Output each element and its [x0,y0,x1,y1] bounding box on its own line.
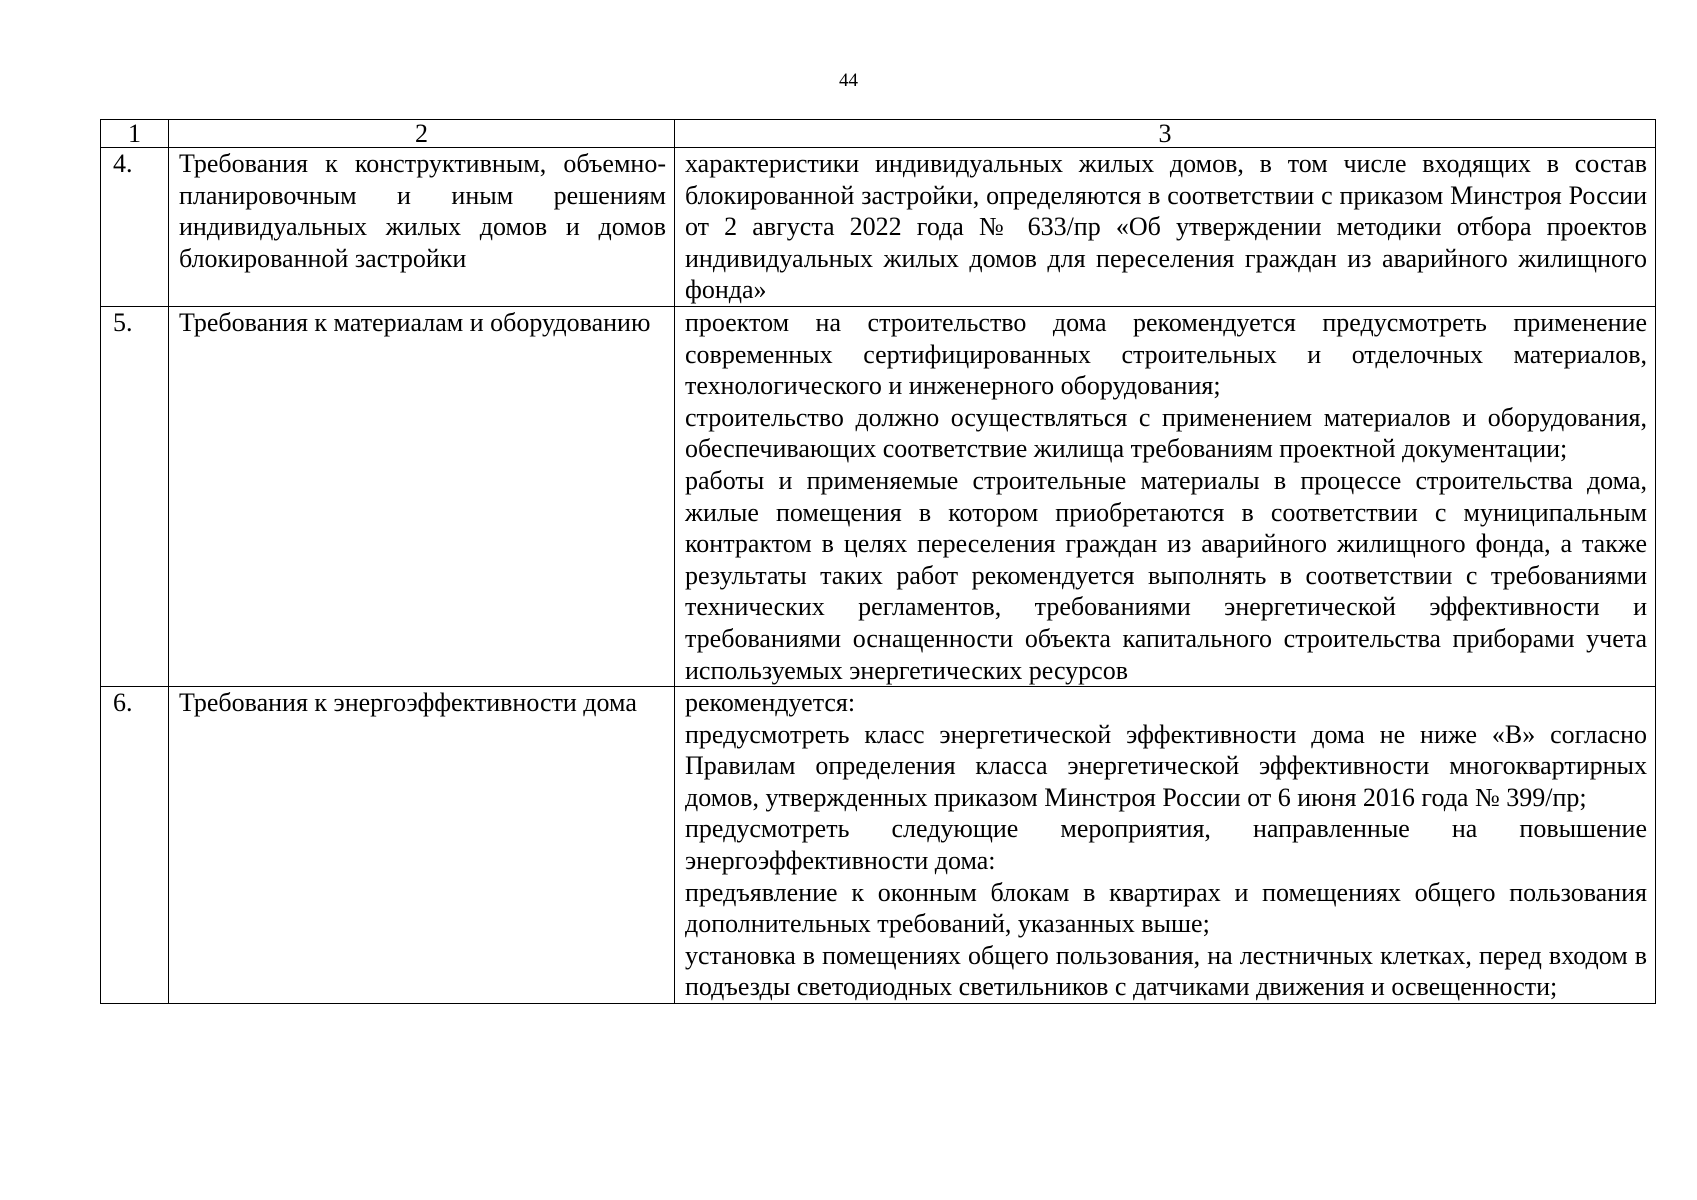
column-header-2: 2 [169,120,675,148]
content-paragraph: проектом на строительство дома рекомендуется предусмотреть применение современных сертифицированных строительных и отделочных материалов, технологического и инженерного оборудования; [685,307,1647,401]
requirement-content [675,306,1656,686]
requirement-title: Требования к энергоэффективности дома [169,687,675,1004]
content-paragraph: предусмотреть следующие мероприятия, направленные на повышение энергоэффективности дома: [685,814,1647,876]
content-paragraph: установка в помещениях общего пользования, на лестничных клетках, перед входом в подъезды светодиодных светильников с датчиками движения и освещенности; [685,940,1647,1002]
column-header-1: 1 [101,120,169,148]
table-row [101,687,1656,1004]
table-row [101,148,1656,307]
requirements-table [100,119,1656,1004]
row-number: 4. [101,148,169,307]
table-row [101,306,1656,686]
content-paragraph: строительство должно осуществляться с применением материалов и оборудования, обеспечивающих соответствие жилища требованиям проектной документации; [685,402,1647,464]
table-header-row [101,120,1656,148]
row-number: 5. [101,306,169,686]
content-paragraph: характеристики индивидуальных жилых домов, в том числе входящих в состав блокированной застройки, определяются в соответствии с приказом Минстроя России от 2 августа 2022 года № 633/пр «Об утверждении методики отбора проектов индивидуальных жилых домов для переселения граждан из аварийного жилищного фонда» [685,149,1647,305]
content-paragraph: рекомендуется: [685,688,856,718]
requirement-content [675,148,1656,307]
requirement-title: Требования к материалам и оборудованию [169,306,675,686]
page-number: 44 [839,70,858,91]
row-number: 6. [101,687,169,1004]
column-header-3: 3 [675,120,1656,148]
content-paragraph: предъявление к оконным блокам в квартирах и помещениях общего пользования дополнительных требований, указанных выше; [685,877,1647,939]
content-paragraph: работы и применяемые строительные материалы в процессе строительства дома, жилые помещения в котором приобретаются в соответствии с муниципальным контрактом в целях переселения граждан из аварийного жилищного фонда, а также результаты таких работ рекомендуется выполнять в соответствии с требованиями технических регламентов, требованиями энергетической эффективности и требованиями оснащенности объекта капитального строительства приборами учета используемых энергетических ресурсов [685,465,1647,685]
content-paragraph: предусмотреть класс энергетической эффективности дома не ниже «В» согласно Правилам определения класса энергетической эффективности многоквартирных домов, утвержденных приказом Минстроя России от 6 июня 2016 года № 399/пр; [685,719,1647,812]
requirement-title: Требования к конструктивным, объемно-планировочным и иным решениям индивидуальных жилых домов и домов блокированной застройки [169,148,675,307]
requirement-content [675,687,1656,1004]
